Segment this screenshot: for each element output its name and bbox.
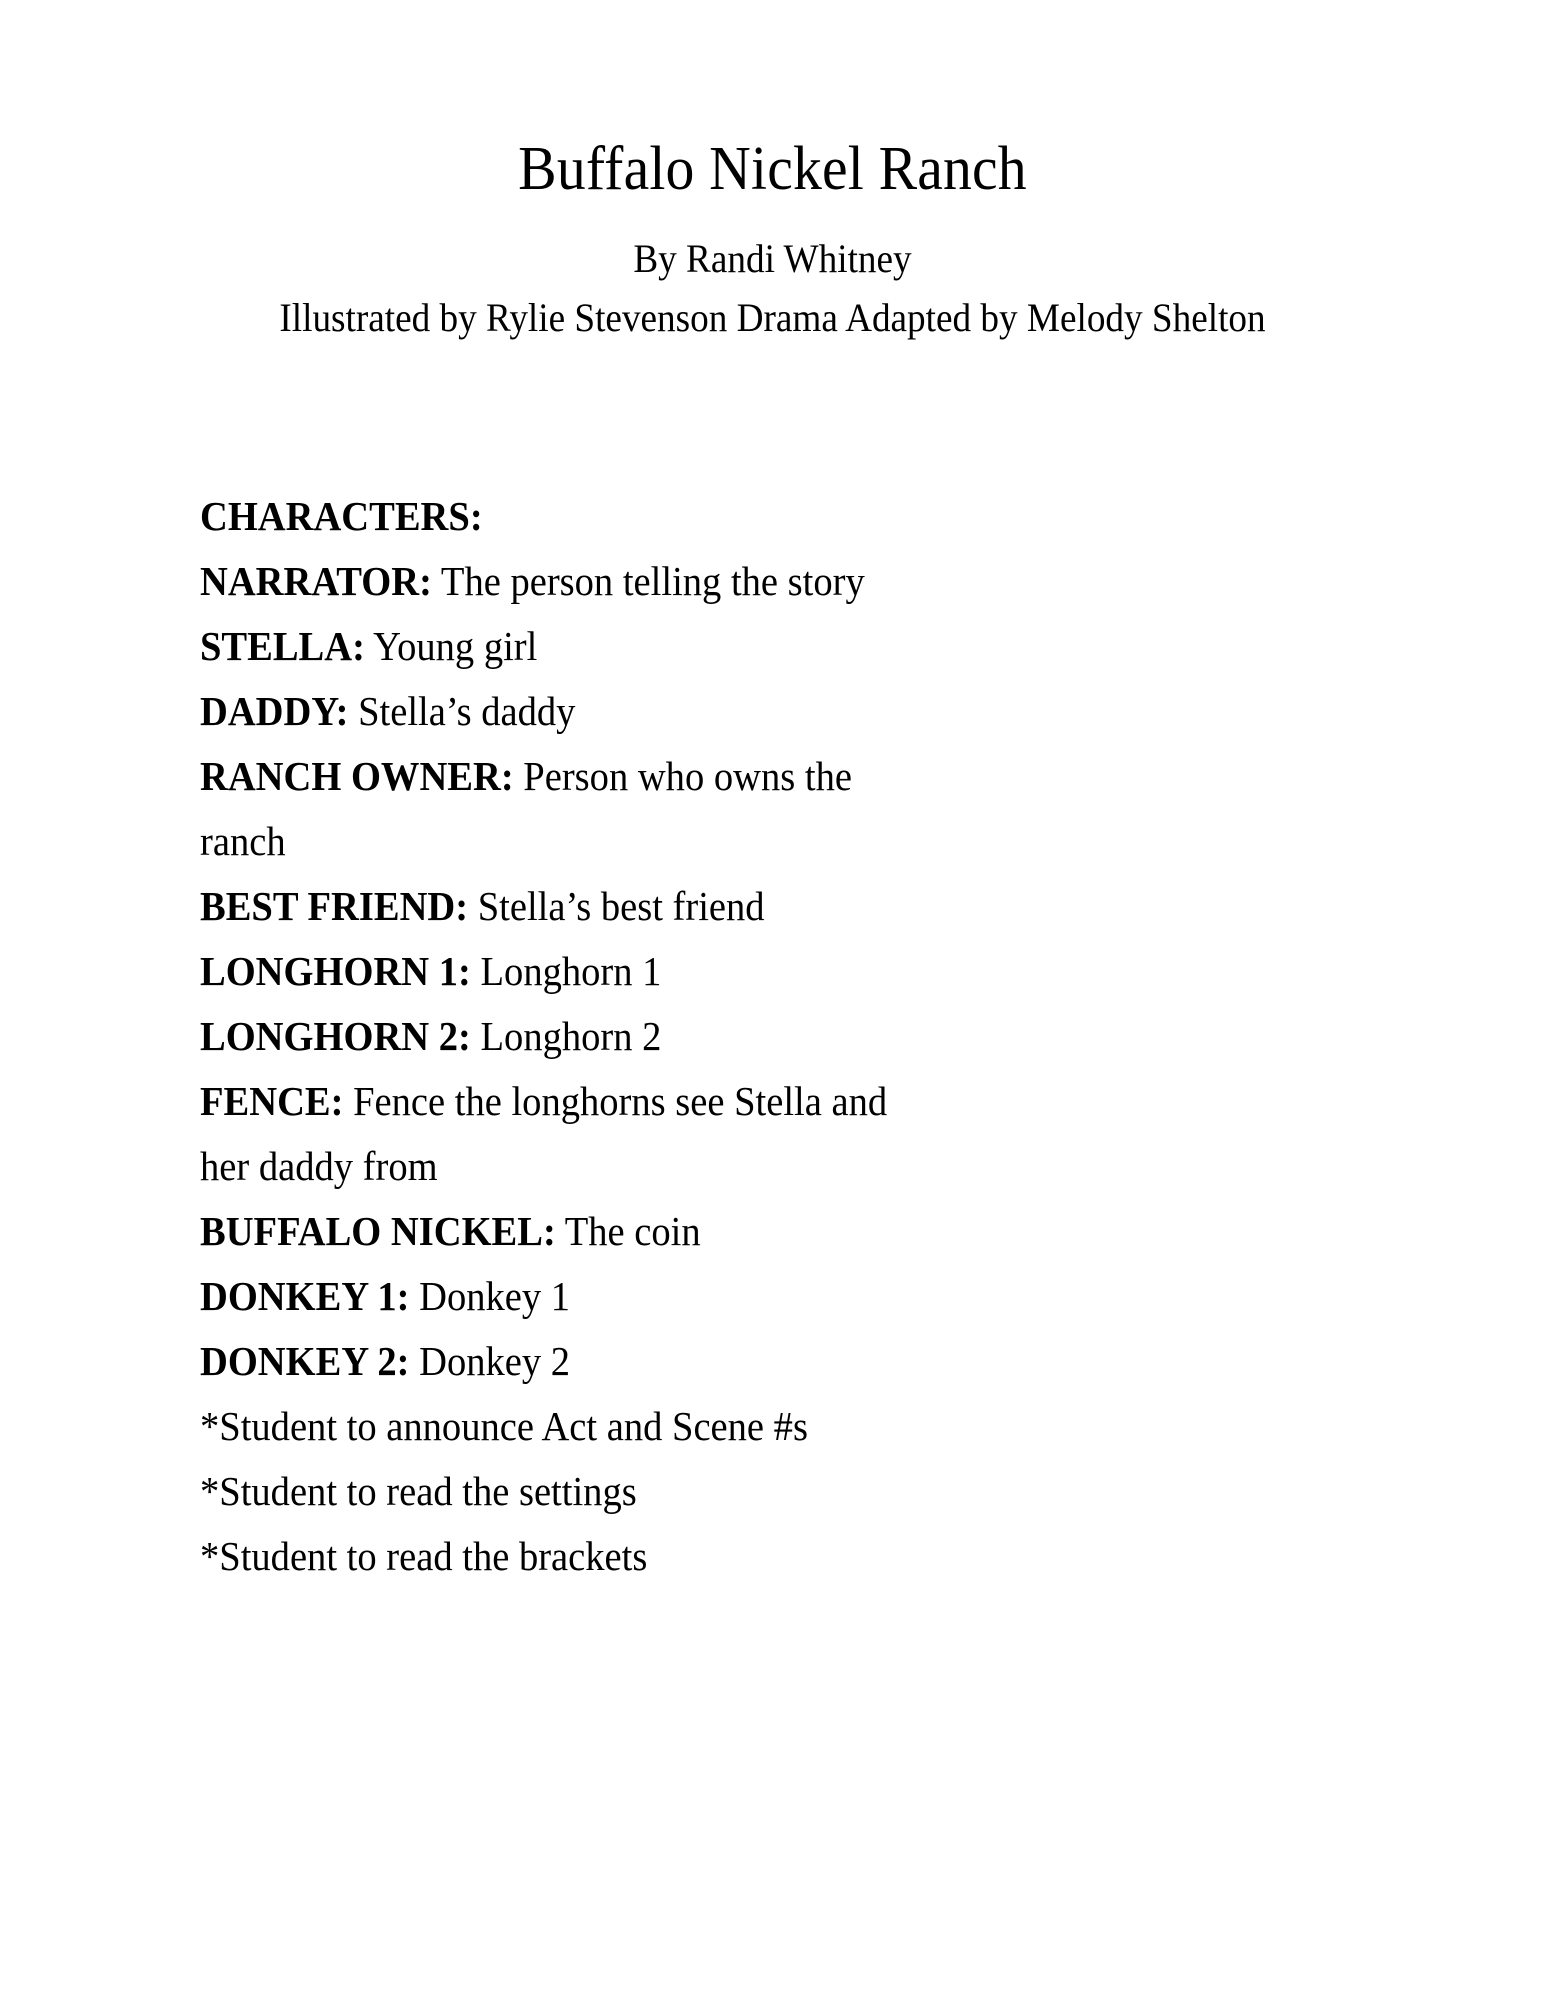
character-entry-ranch-owner-continuation: ranch [200,818,286,864]
character-entry-best-friend [200,874,1140,939]
character-role: BEST FRIEND: [200,883,469,929]
character-description: Fence the longhorns see Stella and [343,1078,888,1124]
character-entry-daddy [200,679,1140,744]
character-entry-stella [200,614,1140,679]
character-entry-fence-continuation: her daddy from [200,1143,438,1189]
character-role: BUFFALO NICKEL: [200,1208,556,1254]
page-title: Buffalo Nickel Ranch [518,135,1027,203]
characters-heading: CHARACTERS: [200,493,483,539]
stage-note-announce: *Student to announce Act and Scene #s [200,1403,808,1449]
character-entry-donkey-2 [200,1329,1140,1394]
characters-section [200,484,1200,1589]
character-description: Person who owns the [513,753,852,799]
stage-note-brackets: *Student to read the brackets [200,1533,648,1579]
character-entry-fence [200,1069,1140,1134]
character-entry-ranch-owner [200,744,1140,809]
character-role: RANCH OWNER: [200,753,514,799]
character-description: Stella’s daddy [348,688,576,734]
character-entry-buffalo-nickel [200,1199,1140,1264]
character-description: Donkey 2 [409,1338,571,1384]
character-role: DONKEY 1: [200,1273,410,1319]
character-role: DONKEY 2: [200,1338,410,1384]
author-byline: By Randi Whitney [633,236,912,281]
character-description: Longhorn 1 [470,948,662,994]
character-description: Stella’s best friend [468,883,765,929]
character-description: Young girl [364,623,538,669]
character-description: The person telling the story [431,558,865,604]
character-entry-donkey-1 [200,1264,1140,1329]
character-role: STELLA: [200,623,365,669]
character-description: The coin [555,1208,701,1254]
character-role: LONGHORN 1: [200,948,471,994]
character-role: NARRATOR: [200,558,432,604]
character-role: LONGHORN 2: [200,1013,471,1059]
character-role: DADDY: [200,688,349,734]
stage-note-settings: *Student to read the settings [200,1468,637,1514]
character-role: FENCE: [200,1078,344,1124]
title-block [0,135,1545,340]
credits-line: Illustrated by Rylie Stevenson Drama Adapted by Melody Shelton [279,295,1266,340]
character-entry-narrator [200,549,1140,614]
character-entry-longhorn-1 [200,939,1140,1004]
character-description: Donkey 1 [409,1273,571,1319]
character-description: Longhorn 2 [470,1013,662,1059]
character-entry-longhorn-2 [200,1004,1140,1069]
